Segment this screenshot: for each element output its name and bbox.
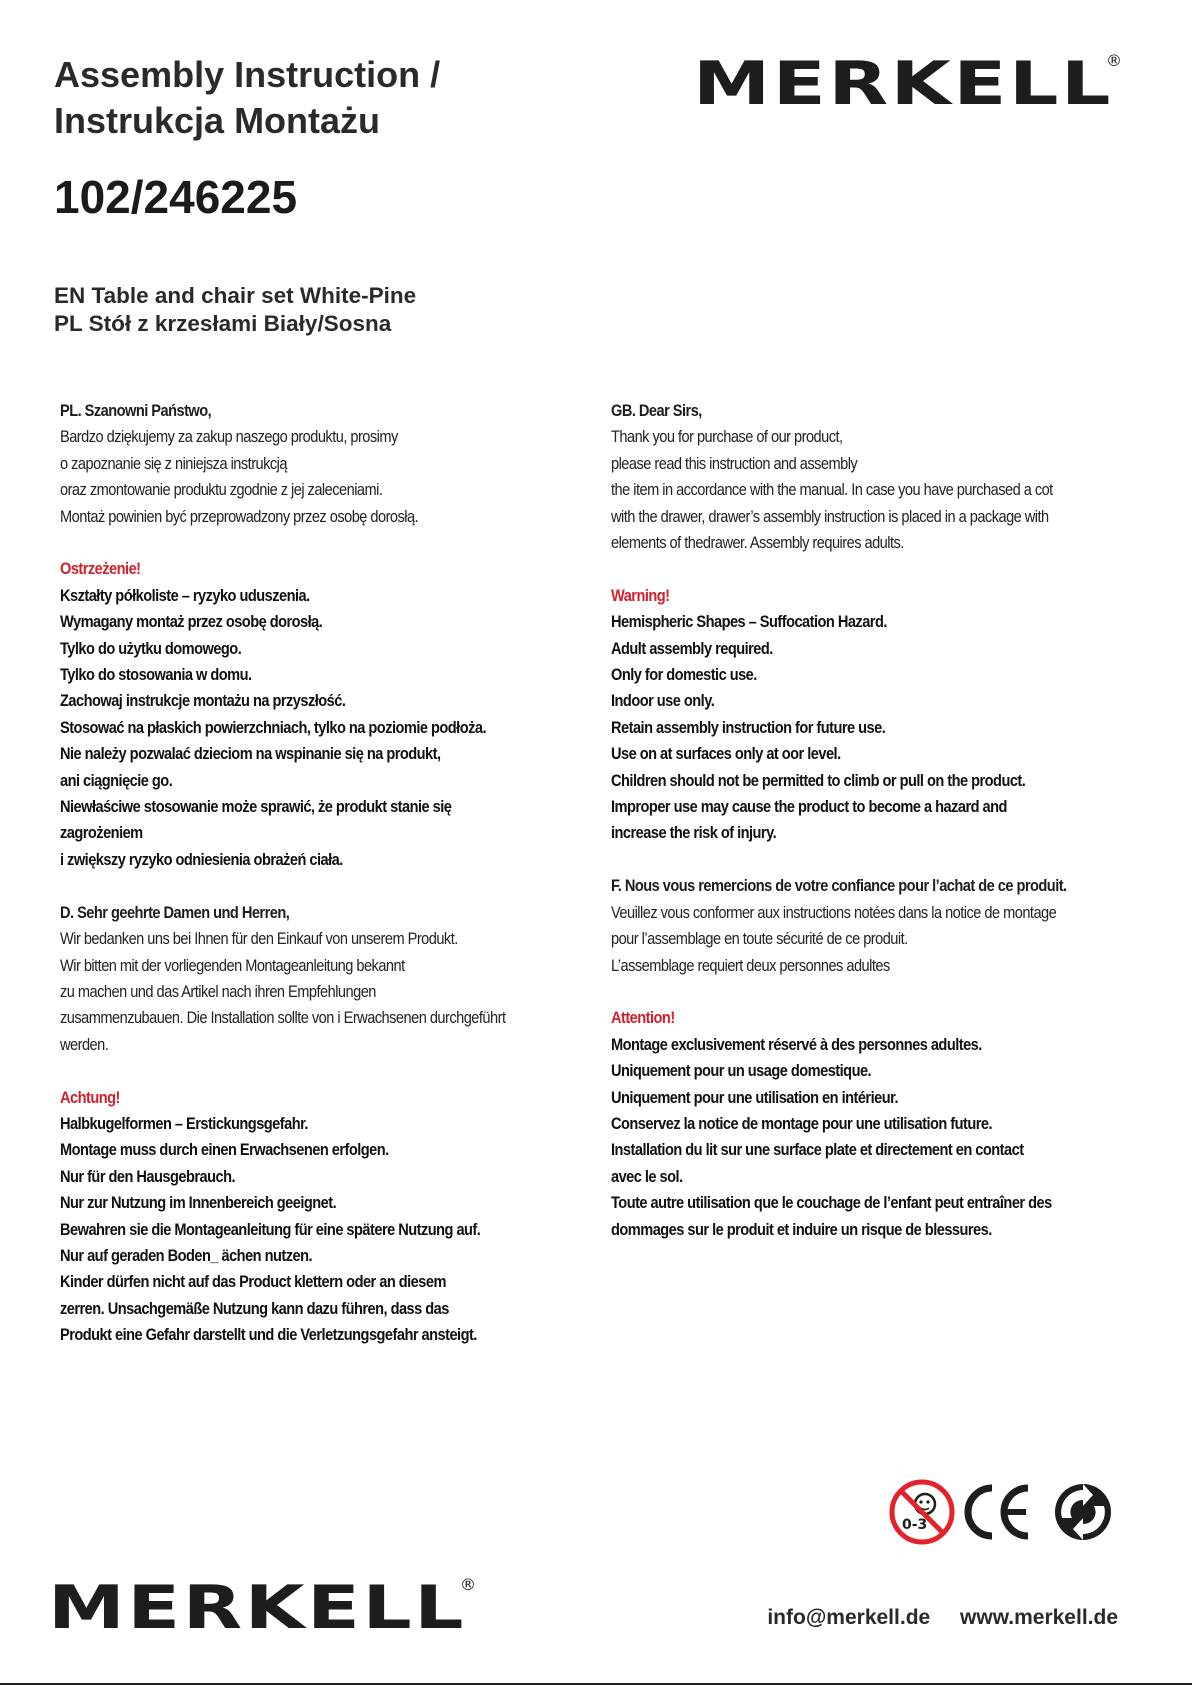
title-line-pl: Instrukcja Montażu [54,100,381,141]
gb-warning-line: Indoor use only. [611,691,715,711]
gb-warning-line: Children should not be permitted to climb or pull on the product. [611,770,1026,790]
fr-section [611,873,1139,1243]
pl-section [60,398,518,873]
svg-text:MERKELL: MERKELL [693,49,1113,119]
gb-body-line: with the drawer, drawer’s assembly instruction is placed in a package with [611,506,1049,526]
pl-warning-line: ani ciągnięcie go. [60,770,173,790]
de-warning-line: Bewahren sie die Montageanleitung für eine spätere Nutzung auf. [60,1219,481,1239]
fr-warning-line: Uniquement pour un usage domestique. [611,1061,872,1081]
right-column [611,398,1139,1243]
svg-text:®: ® [1106,51,1122,70]
footer-contact [767,1606,1118,1630]
product-name [54,282,416,338]
fr-warning-line: Montage exclusivement réservé à des personnes adultes. [611,1034,982,1054]
pl-warning-line: Niewłaściwe stosowanie może sprawić, że produkt stanie się [60,797,452,817]
pl-warning-title: Ostrzeżenie! [60,559,141,579]
pl-warning-line: Tylko do użytku domowego. [60,638,242,658]
svg-text:0-3: 0-3 [902,1517,928,1533]
gb-section [611,398,1139,847]
left-column [60,398,518,1349]
fr-body-line: L’assemblage requiert deux personnes adultes [611,955,890,975]
de-body-line: zu machen und das Artikel nach ihren Empfehlungen [60,981,376,1001]
product-name-en: EN Table and chair set White-Pine [54,283,417,308]
fr-warning-title: Attention! [611,1008,675,1028]
fr-heading: F. Nous vous remercions de votre confiance pour l’achat de ce produit. [611,876,1067,896]
gb-warning-line: increase the risk of injury. [611,823,777,843]
pl-warning-line: Kształty półkoliste – ryzyko uduszenia. [60,585,310,605]
merkell-logo-bottom [48,1572,478,1644]
fr-body-line: Veuillez vous conformer aux instructions notées dans la notice de montage [611,902,1057,922]
svg-text:MERKELL: MERKELL [48,1573,466,1643]
green-dot-recycling-icon [1055,1484,1111,1540]
de-body-line: Wir bitten mit der vorliegenden Montageanleitung bekannt [60,955,405,975]
fr-body-line: pour l’assemblage en toute sécurité de ce produit. [611,929,908,949]
ce-mark-icon [968,1488,1028,1536]
document-title [54,52,440,144]
gb-body-line: Thank you for purchase of our product, [611,427,843,447]
pl-body-line: Bardzo dziękujemy za zakup naszego produktu, prosimy [60,427,398,447]
fr-warning-line: Conservez la notice de montage pour une utilisation future. [611,1113,993,1133]
fr-warning-line: Uniquement pour une utilisation en intérieur. [611,1087,898,1107]
pl-warning-line: Nie należy pozwalać dzieciom na wspinanie się na produkt, [60,744,441,764]
de-warning-line: Nur zur Nutzung im Innenbereich geeignet. [60,1193,337,1213]
pl-body-line: Montaż powinien być przeprowadzony przez osobę dorosłą. [60,506,419,526]
de-body-line: werden. [60,1034,109,1054]
de-warning-line: Kinder dürfen nicht auf das Product klettern oder an diesem [60,1272,446,1292]
gb-warning-title: Warning! [611,585,670,605]
svg-text:®: ® [460,1575,476,1594]
gb-warning-line: Hemispheric Shapes – Suffocation Hazard. [611,612,887,632]
pl-warning-line: Stosować na płaskich powierzchniach, tylko na poziomie podłoża. [60,717,487,737]
product-name-pl: PL Stół z krzesłami Biały/Sosna [54,311,392,336]
de-warning-line: Produkt eine Gefahr darstellt und die Verletzungsgefahr ansteigt. [60,1325,477,1345]
fr-warning-line: avec le sol. [611,1166,683,1186]
fr-warning-line: Installation du lit sur une surface plate et directement en contact [611,1140,1024,1160]
de-body-line: Wir bedanken uns bei Ihnen für den Einkauf von unserem Produkt. [60,929,458,949]
model-number: 102/246225 [54,171,298,223]
pl-warning-line: Zachowaj instrukcje montażu na przyszłość. [60,691,346,711]
gb-warning-line: Adult assembly required. [611,638,773,658]
symbols-svg [888,1478,1120,1546]
de-heading: D. Sehr geehrte Damen und Herren, [60,902,290,922]
gb-body-line: please read this instruction and assembly [611,453,858,473]
pl-warning-line: Wymagany montaż przez osobę dorosłą. [60,612,323,632]
de-warning-line: zerren. Unsachgemäße Nutzung kann dazu führen, dass das [60,1298,449,1318]
gb-body-line: the item in accordance with the manual. In case you have purchased a cot [611,480,1053,500]
de-warning-line: Nur für den Hausgebrauch. [60,1166,236,1186]
de-warning-line: Nur auf geraden Boden_ ächen nutzen. [60,1245,312,1265]
de-section [60,900,518,1349]
pl-warning-line: Tylko do stosowania w domu. [60,665,252,685]
title-line-en: Assembly Instruction / [54,54,441,95]
de-body-line: zusammenzubauen. Die Installation sollte von i Erwachsenen durchgeführt [60,1008,506,1028]
gb-warning-line: Retain assembly instruction for future use. [611,717,886,737]
pl-body-line: o zapoznanie się z niniejsza instrukcją [60,453,287,473]
pl-body-line: oraz zmontowanie produktu zgodnie z jej zaleceniami. [60,480,383,500]
de-warning-line: Montage muss durch einen Erwachsenen erfolgen. [60,1140,389,1160]
pl-heading: PL. Szanowni Państwo, [60,401,212,420]
fr-warning-line: Toute autre utilisation que le couchage de l’enfant peut entraîner des [611,1193,1052,1213]
gb-heading: GB. Dear Sirs, [611,401,702,420]
pl-warning-line: zagrożeniem [60,823,143,843]
email-link[interactable]: info@merkell.de [767,1606,931,1629]
gb-warning-line: Use on at surfaces only at oor level. [611,744,841,764]
de-warning-line: Halbkugelformen – Erstickungsgefahr. [60,1113,308,1133]
fr-warning-line: dommages sur le produit et induire un risque de blessures. [611,1219,992,1239]
gb-warning-line: Improper use may cause the product to become a hazard and [611,797,1007,817]
gb-body-line: elements of thedrawer. Assembly requires adults. [611,533,904,553]
merkell-logo-top [693,48,1123,120]
de-warning-title: Achtung! [60,1087,120,1107]
gb-warning-line: Only for domestic use. [611,665,757,685]
not-for-children-0-3-icon [892,1482,952,1542]
merkell-logo-icon [693,48,1123,120]
merkell-logo-icon [48,1572,478,1644]
website-link[interactable]: www.merkell.de [960,1606,1118,1629]
compliance-symbols [888,1478,1120,1551]
pl-warning-line: i zwiększy ryzyko odniesienia obrażeń ciała. [60,849,343,869]
